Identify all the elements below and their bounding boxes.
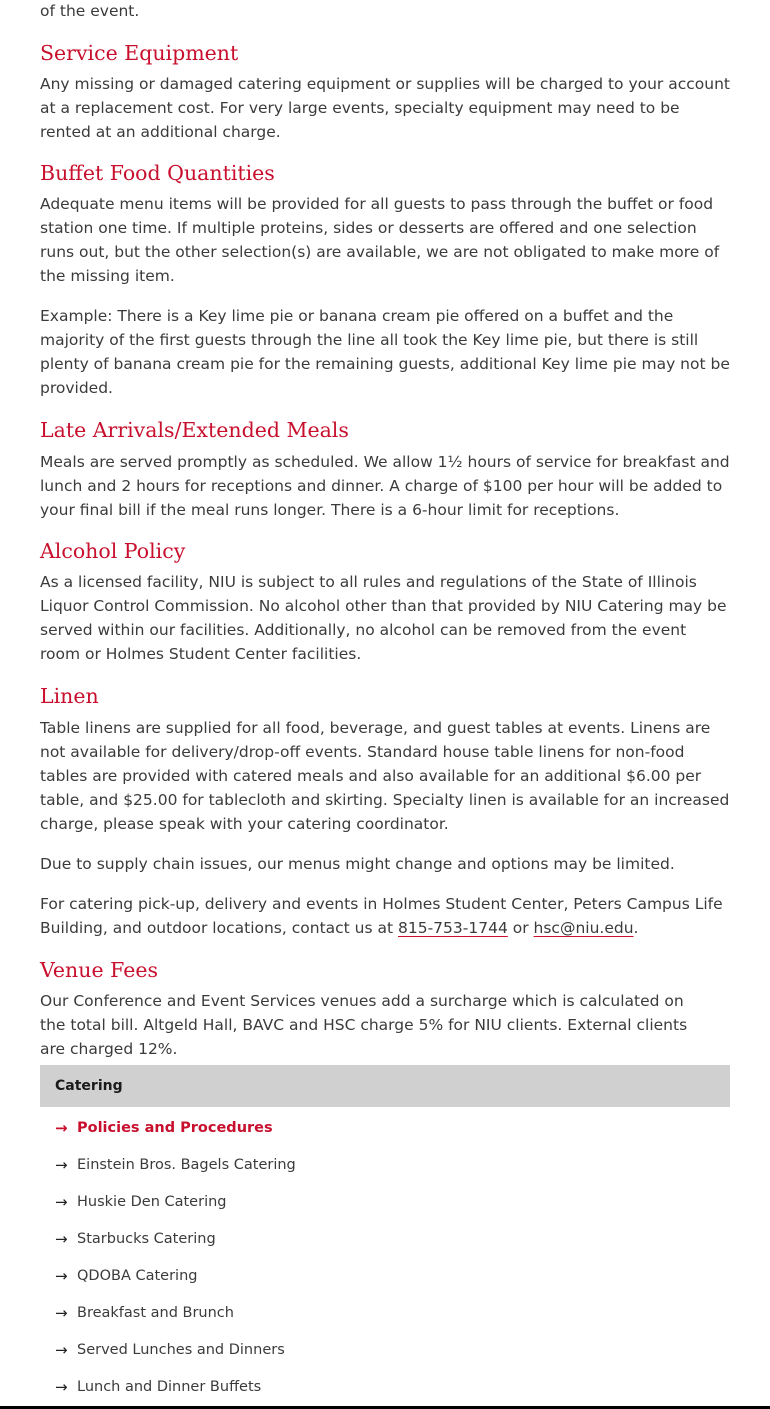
- email-link[interactable]: hsc@niu.edu: [533, 919, 634, 937]
- menu-item-served-lunches-and-dinners[interactable]: [40, 1331, 730, 1368]
- menu-item-label: Starbucks Catering: [77, 1230, 216, 1247]
- heading-service-equipment: Service Equipment: [40, 41, 239, 65]
- contact-or-text: or: [507, 919, 534, 937]
- menu-item-label: Breakfast and Brunch: [77, 1304, 234, 1321]
- arrow-right-icon: →: [55, 1192, 68, 1211]
- menu-item-huskie-den-catering[interactable]: [40, 1183, 730, 1220]
- contact-paragraph: [40, 892, 730, 940]
- arrow-right-icon: →: [55, 1118, 68, 1137]
- alcohol-policy-text: As a licensed facility, NIU is subject to all rules and regulations of the State of Illinois Liquor Control Commission. No alcohol other than that provided by NIU Catering may be served within our facilities. Additionally, no alcohol can be removed from the event room or Holmes Student Center facilities.: [40, 573, 727, 663]
- arrow-right-icon: →: [55, 1266, 68, 1285]
- supply-chain-notice: Due to supply chain issues, our menus might change and options may be limited.: [40, 855, 675, 873]
- late-arrivals-text: Meals are served promptly as scheduled. We allow 1½ hours of service for breakfast and lunch and 2 hours for receptions and dinner. A charge of $100 per hour will be added to your final bill if the meal runs longer. There is a 6-hour limit for receptions.: [40, 453, 730, 519]
- main-content: [40, 0, 730, 1405]
- menu-list: [40, 1109, 730, 1405]
- heading-late-arrivals: Late Arrivals/Extended Meals: [40, 418, 349, 442]
- heading-venue-fees: Venue Fees: [40, 958, 158, 982]
- venue-fees-text: Our Conference and Event Services venues add a surcharge which is calculated on the total bill. Altgeld Hall, BAVC and HSC charge 5% for NIU clients. External clients are charged 12%.: [40, 992, 688, 1058]
- catering-section-menu: [40, 1065, 730, 1405]
- menu-item-label: Served Lunches and Dinners: [77, 1341, 285, 1358]
- heading-linen: Linen: [40, 684, 99, 708]
- menu-item-label: QDOBA Catering: [77, 1267, 198, 1284]
- arrow-right-icon: →: [55, 1340, 68, 1359]
- arrow-right-icon: →: [55, 1229, 68, 1248]
- service-equipment-text: Any missing or damaged catering equipment or supplies will be charged to your account at a replacement cost. For very large events, specialty equipment may need to be rented at an additional charge.: [40, 75, 730, 141]
- heading-alcohol-policy: Alcohol Policy: [40, 539, 186, 563]
- arrow-right-icon: →: [55, 1377, 68, 1396]
- menu-header: Catering: [40, 1065, 730, 1107]
- buffet-text: Adequate menu items will be provided for all guests to pass through the buffet or food station one time. If multiple proteins, sides or desserts are offered and one selection runs out, but the other selection(s) are available, we are not obligated to make more of the missing item.: [40, 195, 720, 285]
- buffet-example-text: Example: There is a Key lime pie or banana cream pie offered on a buffet and the majority of the first guests through the line all took the Key lime pie, but there is still plenty of banana cream pie for the remaining guests, additional Key lime pie may not be provided.: [40, 307, 730, 397]
- menu-item-breakfast-and-brunch[interactable]: [40, 1294, 730, 1331]
- menu-item-label: Einstein Bros. Bagels Catering: [77, 1156, 296, 1173]
- menu-item-starbucks-catering[interactable]: [40, 1220, 730, 1257]
- menu-item-label: Lunch and Dinner Buffets: [77, 1378, 262, 1395]
- menu-item-label: Policies and Procedures: [77, 1119, 273, 1136]
- previous-paragraph-fragment: of the event.: [40, 2, 140, 20]
- heading-buffet-food-quantities: Buffet Food Quantities: [40, 161, 275, 185]
- contact-suffix: .: [633, 919, 639, 937]
- arrow-right-icon: →: [55, 1303, 68, 1322]
- menu-item-policies-and-procedures[interactable]: [40, 1109, 730, 1146]
- menu-item-einstein-bros-bagels-catering[interactable]: [40, 1146, 730, 1183]
- menu-item-lunch-and-dinner-buffets[interactable]: [40, 1368, 730, 1405]
- contact-text: For catering pick-up, delivery and events in Holmes Student Center, Peters Campus Life Building, and outdoor locations, contact us at: [40, 895, 723, 937]
- menu-item-label: Huskie Den Catering: [77, 1193, 227, 1210]
- phone-link[interactable]: 815-753-1744: [398, 919, 508, 937]
- linen-text: Table linens are supplied for all food, beverage, and guest tables at events. Linens are not available for delivery/drop-off events. Standard house table linens for non-food tables are provided with catered meals and also available for an additional $6.00 per table, and $25.00 for tablecloth and skirting. Specialty linen is available for an increased charge, please speak with your catering coordinator.: [40, 719, 730, 833]
- arrow-right-icon: →: [55, 1155, 68, 1174]
- menu-item-qdoba-catering[interactable]: [40, 1257, 730, 1294]
